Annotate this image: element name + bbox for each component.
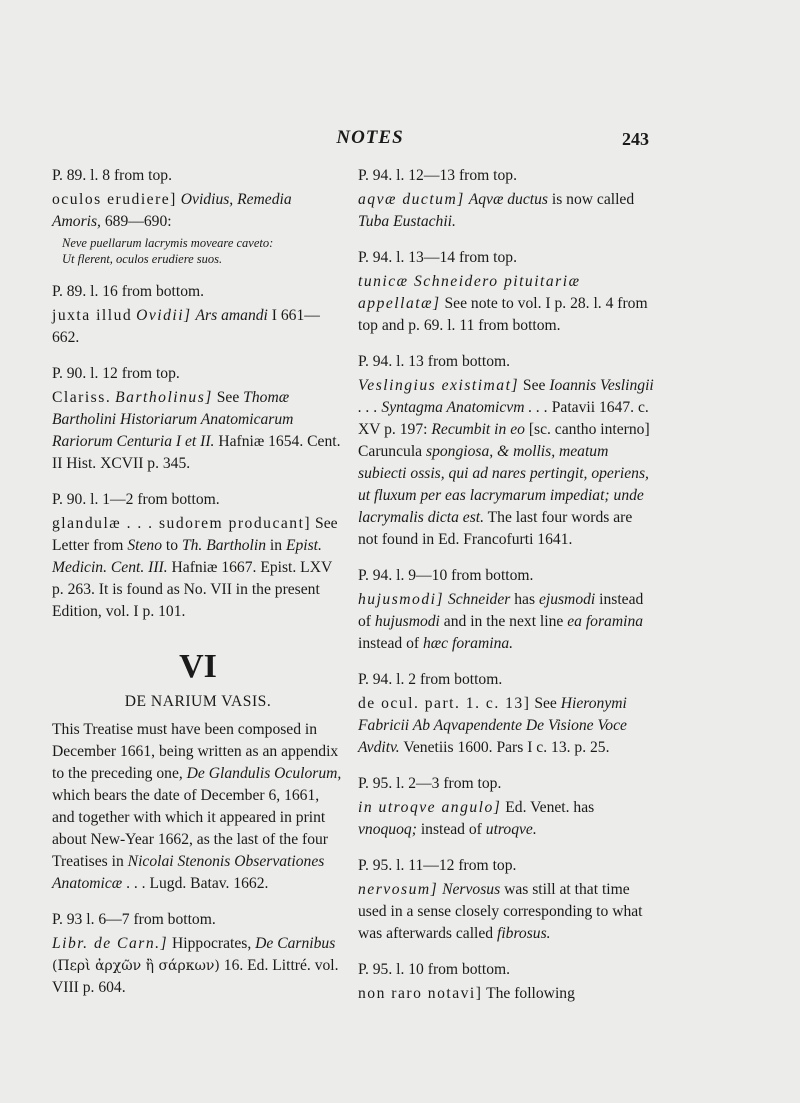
verse-quote: Neve puellarum lacrymis moveare caveto: Ut flerent, oculos erudiere suos. bbox=[62, 236, 274, 266]
note-ref: P. 94. l. 13—14 from top. bbox=[358, 249, 517, 266]
note-text: de ocul. part. 1. c. 13] See Hieronymi Fabricii Ab Aqvapendente De Visione Voce Avditv. Venetiis 1600. Pars I c. 13. p. 25. bbox=[358, 695, 627, 756]
note-ref: P. 95. l. 2—3 from top. bbox=[358, 775, 502, 792]
note-ref: P. 89. l. 8 from top. bbox=[52, 167, 172, 184]
note-text: oculos erudiere] Ovidius, Remedia Amoris, 689—690: bbox=[52, 191, 292, 230]
section-title: DE NARIUM VASIS. bbox=[124, 693, 272, 710]
note-text: Libr. de Carn.] Hippocrates, De Carnibus (Περὶ ἀρχῶν ἢ σάρκων) 16. Ed. Littré. vol. VIII p. 604. bbox=[52, 935, 339, 996]
note-ref: P. 94. l. 13 from bottom. bbox=[358, 353, 511, 370]
note-text: tunicæ Schneidero pituitariæ appellatæ] See note to vol. I p. 28. l. 4 from top and p. 69. l. 11 from bottom. bbox=[358, 273, 648, 334]
note-ref: P. 94. l. 12—13 from top. bbox=[358, 167, 517, 184]
note-ref: P. 95. l. 10 from bottom. bbox=[358, 961, 511, 978]
note-ref: P. 90. l. 1—2 from bottom. bbox=[52, 491, 220, 508]
page-number: 243 bbox=[622, 129, 649, 149]
note-ref: P. 94. l. 2 from bottom. bbox=[358, 671, 503, 688]
note-text: nervosum] Nervosus was still at that time used in a sense closely corresponding to what was afterwards called fibrosus. bbox=[358, 881, 643, 942]
right-column bbox=[358, 165, 654, 1019]
note-ref: P. 93 l. 6—7 from bottom. bbox=[52, 911, 216, 928]
note-ref: P. 90. l. 12 from top. bbox=[52, 365, 180, 382]
note-text: in utroqve angulo] Ed. Venet. has vnoquoq; instead of utroqve. bbox=[358, 799, 595, 838]
running-header-title: NOTES bbox=[336, 127, 404, 148]
note-text: Veslingius existimat] See Ioannis Veslingii . . . Syntagma Anatomicvm . . . Patavii 1647. c. XV p. 197: Recumbit in eo [sc. cantho interno] Caruncula spongiosa, & mollis, meatum subiecti ossis, qui ad nares pertingit, operiens, ut fluxum per eas lacrymarum impediat; unde lacrymalis dicta est. The last four words are not found in Ed. Francofurti 1641. bbox=[358, 377, 654, 548]
note-text: glandulæ . . . sudorem producant] See Letter from Steno to Th. Bartholin in Epist. Medicin. Cent. III. Hafniæ 1667. Epist. LXV p. 263. It is found as No. VII in the present Edition, vol. I p. 101. bbox=[52, 515, 338, 620]
note-ref: P. 89. l. 16 from bottom. bbox=[52, 283, 205, 300]
note-text: aqvæ ductum] Aqvæ ductus is now called Tuba Eustachii. bbox=[358, 191, 635, 230]
note-text: hujusmodi] Schneider has ejusmodi instead of hujusmodi and in the next line ea foramina instead of hæc foramina. bbox=[358, 591, 644, 652]
left-column bbox=[52, 165, 344, 1013]
note-ref: P. 95. l. 11—12 from top. bbox=[358, 857, 517, 874]
note-text: non raro notavi] The following bbox=[358, 985, 575, 1002]
section-intro: This Treatise must have been composed in December 1661, being written as an appendix to the preceding one, De Glandulis Oculorum, which bears the date of December 6, 1661, and together with which it appeared in print about New-Year 1662, as the last of the four Treatises in Nicolai Stenonis Observationes Anatomicæ . . . Lugd. Batav. 1662. bbox=[52, 721, 342, 892]
section-number: VI bbox=[179, 648, 217, 685]
note-text: Clariss. Bartholinus] See Thomæ Bartholini Historiarum Anatomicarum Rariorum Centuria I et II. Hafniæ 1654. Cent. II Hist. XCVII p. 345. bbox=[52, 389, 341, 472]
note-text: juxta illud Ovidii] Ars amandi I 661—662. bbox=[52, 307, 320, 346]
note-ref: P. 94. l. 9—10 from bottom. bbox=[358, 567, 534, 584]
